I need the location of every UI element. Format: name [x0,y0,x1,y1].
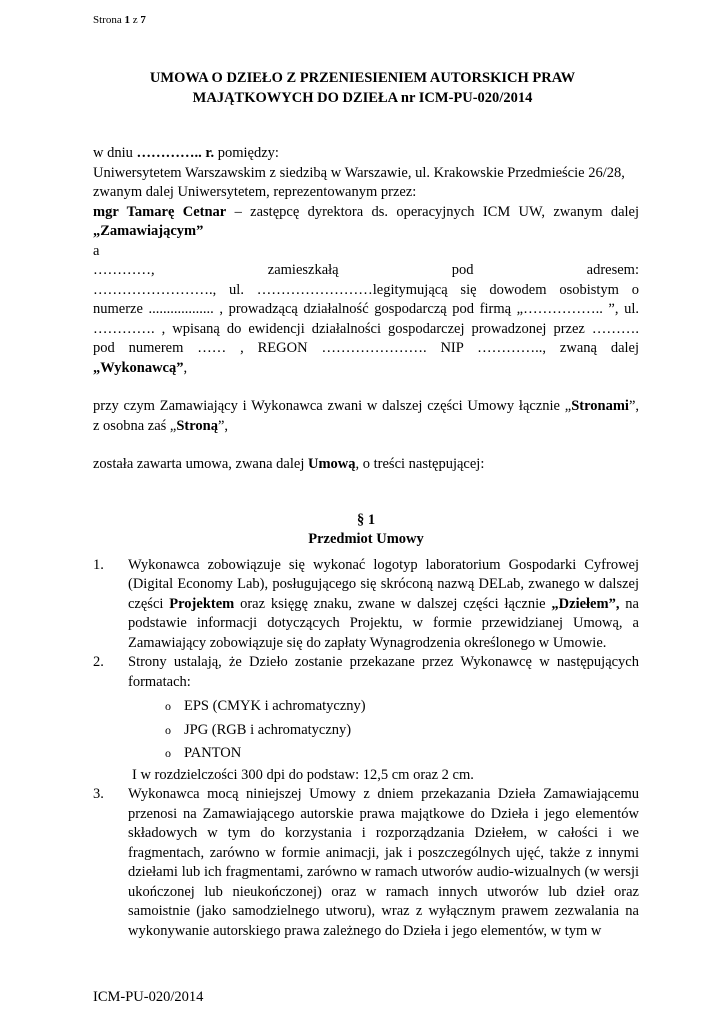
resolution-line: I w rozdzielczości 300 dpi do podstaw: 12,5 cm oraz 2 cm. [132,766,474,783]
bullet-icon: o [165,699,171,713]
contractor-term: „Wykonawcą”, [93,359,188,376]
item-number: 2. [93,654,104,670]
item-number: 3. [93,786,104,802]
document-number-footer: ICM-PU-020/2014 [93,989,204,1005]
document-body [93,144,639,941]
list-item: 2. Strony ustalają, że Dzieło zostanie przekazane przez Wykonawcę w następujących formatach: o EPS (CMYK i achromatyczny) o JPG (RGB i achromatyczny) o PANTON I w rozdzielczości 300 dpi do podstaw: 12,5 cm oraz 2 cm. [93,653,639,785]
contractor-line-1: …………, zamieszkałą pod adresem: [93,262,639,278]
title-line-1: UMOWA O DZIEŁO Z PRZENIESIENIEM AUTORSKICH PRAW [149,70,576,86]
university-line-2: zwanym dalej Uniwersytetem, reprezentowanym przez: [93,184,417,200]
representative-line: mgr Tamarę Cetnar – zastępcę dyrektora ds. operacyjnych ICM UW, zwanym dalej [93,203,639,220]
section-title: Przedmiot Umowy [308,531,424,547]
format-list [128,695,639,766]
contractor-line-4: …………. , wpisaną do ewidencji działalności gospodarczej prowadzonej przez ………. [93,320,639,337]
university-line-1: Uniwersytetem Warszawskim z siedzibą w Warszawie, ul. Krakowskie Przedmieście 26/28, [93,164,625,181]
section-1-heading [93,511,639,550]
contractor-line-2: ……………………., ul. ……………………legitymującą się dowodem osobistym o [93,281,639,298]
page-number: Strona 1 z 7 [93,14,146,26]
document-title [0,68,725,108]
parties-definition-line-1: przy czym Zamawiający i Wykonawca zwani w dalszej części Umowy łącznie „Stronami”, [93,398,639,414]
section-1-list [93,556,639,942]
date-line: w dniu ………….. r. pomiędzy: [93,145,279,161]
list-item: 1. Wykonawca zobowiązuje się wykonać logotyp laboratorium Gospodarki Cyfrowej (Digital Economy Lab), posługującego się skróconą nazwą DELab, zwanego w dalszej części Projektem oraz księgę znaku, zwane w dalszej części łącznie „Dziełem”, na podstawie informacji dotyczących Projektu, w formie przewidzianej Umową, a Zamawiający zobowiązuje się do zapłaty Wynagrodzenia określonego w Umowie. [93,556,639,651]
contractor-line-3: numerze .................. , prowadzącą działalność gospodarczą pod firmą „…………….. ”, ul. [93,301,639,317]
bullet-icon: o [165,746,171,760]
item-number: 1. [93,556,104,573]
contract-concluded-line: została zawarta umowa, zwana dalej Umową, o treści następującej: [93,456,485,472]
parties-definition-line-2: z osobna zaś „Stroną”, [93,417,229,434]
and-word: a [93,242,100,259]
client-term: „Zamawiającym” [93,223,204,239]
title-line-2: MAJĄTKOWYCH DO DZIEŁA nr ICM-PU-020/2014 [192,90,533,106]
contractor-line-5: pod numerem …… , REGON …………………. NIP ………….., zwaną dalej [93,340,639,356]
bullet-icon: o [165,722,171,737]
format-item: o EPS (CMYK i achromatyczny) [128,695,639,719]
format-item: o PANTON [128,742,639,766]
list-item: 3. Wykonawca mocą niniejszej Umowy z dniem przekazania Dzieła Zamawiającemu przenosi na Zamawiającego autorskie prawa majątkowe do Dzieła i jego elementów składowych w tym do korzystania i rozporządzania Dziełem, w całości i we fragmentach, zarówno w formie animacji, jak i poszczególnych ujęć, także z innymi dziełami lub ich fragmentami, zarówno w ramach utworów audio-wizualnych (w wersji ukończonej lub nieukończonej) oraz w ramach innych utworów lub dzieł oraz samoistnie (jako samodzielnego utworu), wraz z wyłącznym prawem zezwalania na wykonywanie autorskiego prawa zależnego do Dzieła i jego elementów, w tym w [93,786,639,939]
format-item: o JPG (RGB i achromatyczny) [128,719,639,743]
section-symbol: § 1 [356,511,376,528]
